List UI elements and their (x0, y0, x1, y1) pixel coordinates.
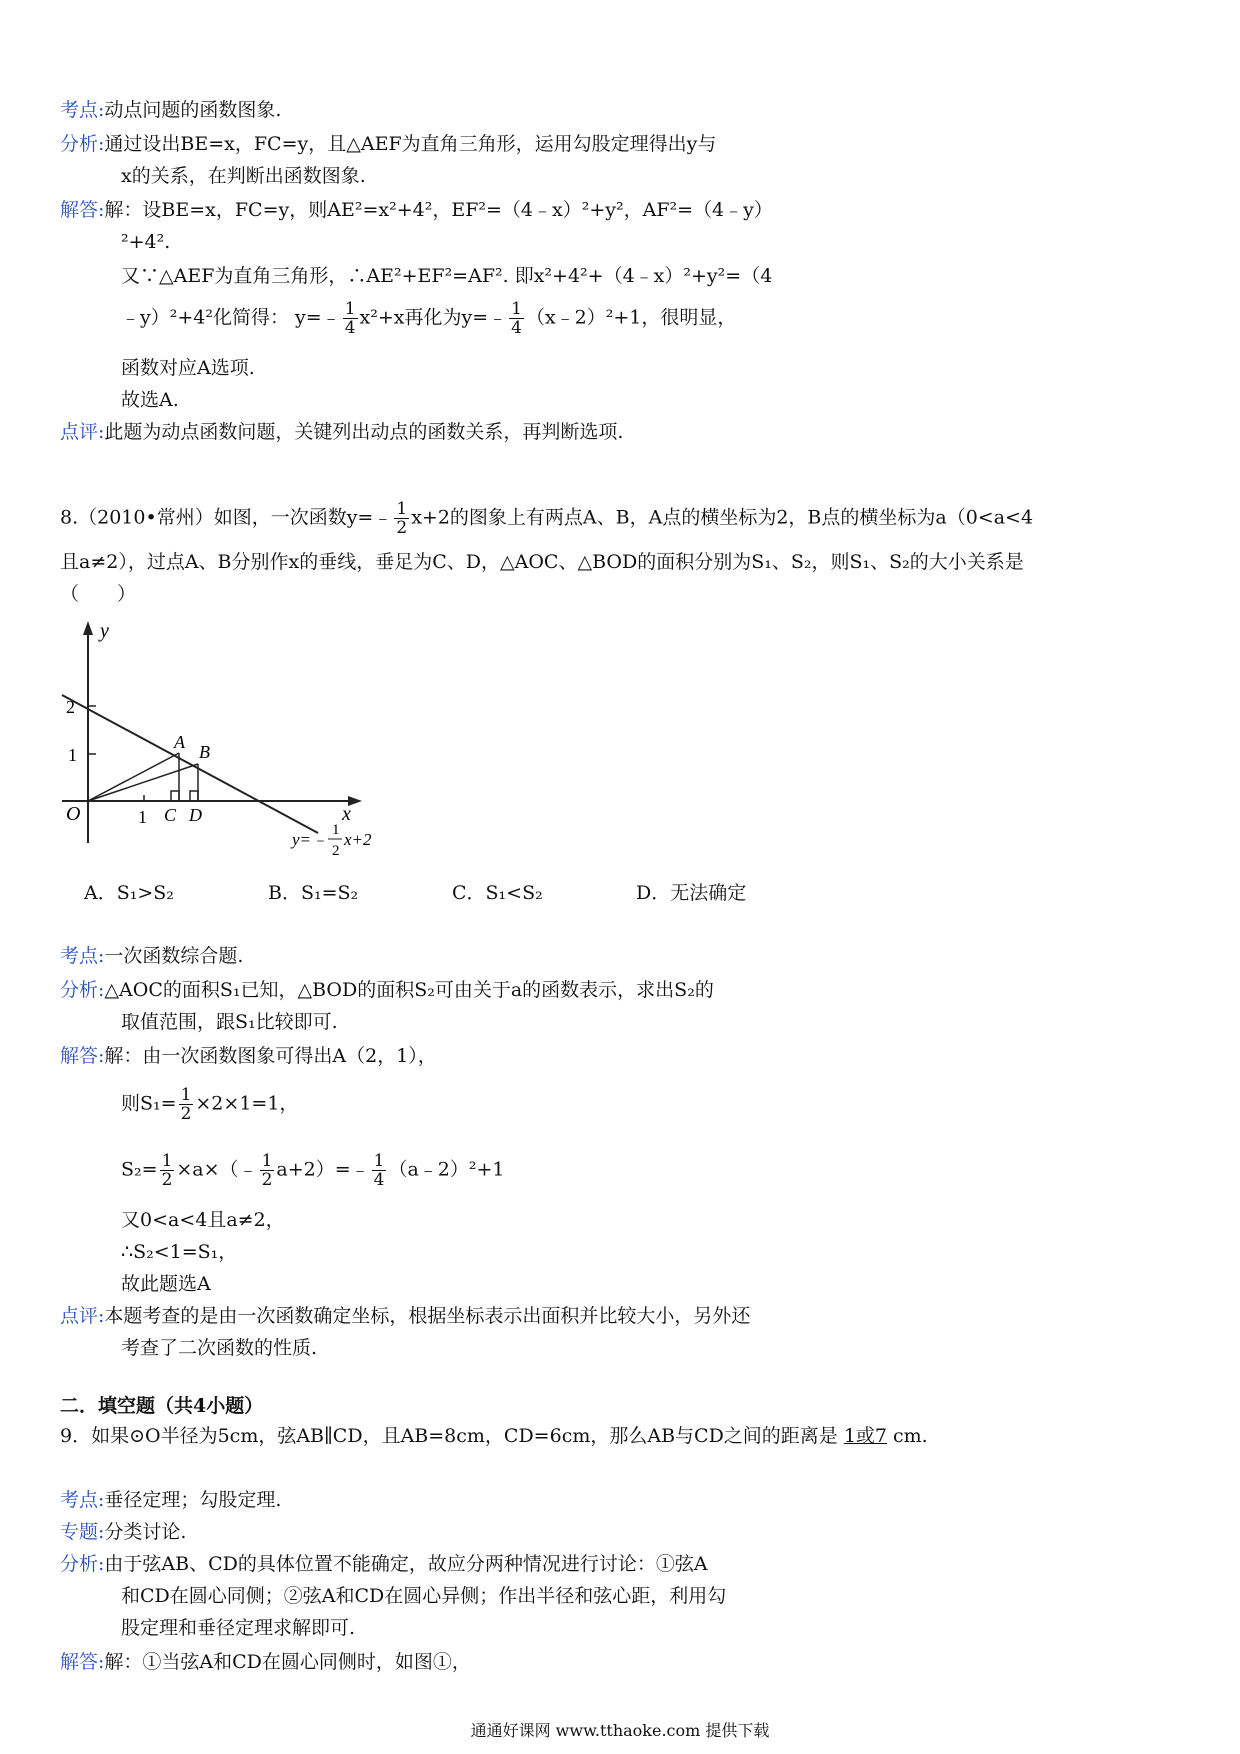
dianping-label: 点评: (60, 421, 105, 443)
option-a: A．S₁>S₂ (84, 882, 174, 904)
point-c-label: C (164, 805, 177, 825)
formula-text: ×a×（﹣ (176, 1158, 258, 1181)
tick-label-1y: 1 (68, 745, 77, 765)
q9-stem (60, 1422, 928, 1450)
denominator: 4 (511, 318, 522, 338)
jieda-label: 解答: (60, 199, 105, 221)
fraction (260, 1152, 275, 1189)
y-axis-arrow (83, 621, 93, 635)
numerator: 1 (511, 299, 522, 319)
jieda-label: 解答: (60, 1651, 105, 1673)
q7-fenxi-cont: x的关系，在判断出函数图象. (121, 165, 366, 187)
formula-text: （x﹣2）²+1，很明显， (525, 306, 737, 329)
q7-jieda-line4 (121, 300, 736, 337)
q7-fenxi (60, 130, 716, 158)
q8-stem-line1 (60, 500, 1033, 537)
formula-text: 则S₁= (121, 1092, 177, 1115)
formula-text: ×2×1=1， (195, 1092, 299, 1115)
equation-den: 2 (332, 843, 340, 859)
zhuanti-label: 专题: (60, 1521, 105, 1543)
q7-dianping (60, 418, 623, 446)
answer-blank: 1或7 (843, 1425, 887, 1447)
denominator: 2 (261, 1170, 273, 1190)
q9-fenxi-cont2: 股定理和垂径定理求解即可. (121, 1617, 356, 1639)
jieda-text: 解：设BE=x，FC=y，则AE²=x²+4²，EF²=（4﹣x）²+y²，AF²=（4﹣y） (104, 199, 773, 221)
q8-jieda-line4: 又0<a<4且a≠2， (121, 1209, 285, 1231)
q9-jieda (60, 1648, 471, 1676)
kaodian-label: 考点: (60, 99, 105, 121)
equation-left: y=﹣ (292, 830, 329, 849)
numerator: 1 (161, 1151, 173, 1171)
kaodian-label: 考点: (60, 1489, 105, 1511)
dianping-label: 点评: (60, 1305, 105, 1327)
point-b-label: B (199, 742, 210, 762)
denominator: 4 (373, 1170, 385, 1190)
q8-jieda-s2 (121, 1152, 505, 1189)
numerator: 1 (344, 299, 356, 319)
formula-text: y=﹣ (346, 506, 393, 529)
kaodian-text: 垂径定理；勾股定理. (104, 1489, 282, 1511)
q9-fenxi (60, 1550, 708, 1578)
fraction (343, 300, 358, 337)
formula-text: （a﹣2）²+1 (388, 1158, 505, 1181)
numerator: 1 (373, 1151, 385, 1171)
q8-fenxi (60, 976, 714, 1004)
equation-num: 1 (332, 822, 340, 838)
jieda-text: 解：由一次函数图象可得出A（2，1）， (104, 1045, 437, 1067)
q9-zhuanti (60, 1518, 186, 1546)
option-c: C．S₁<S₂ (452, 882, 543, 904)
stem-text: 9．如果⊙O半径为5cm，弦AB∥CD，且AB=8cm，CD=6cm，那么AB与CD之间的距离是 (60, 1425, 838, 1447)
q8-fenxi-cont: 取值范围，跟S₁比较即可. (121, 1011, 338, 1033)
fenxi-text: 由于弦AB、CD的具体位置不能确定，故应分两种情况进行讨论：①弦A (104, 1553, 708, 1575)
fraction (509, 300, 524, 337)
q7-jieda-line3: 又∵△AEF为直角三角形，∴AE²+EF²=AF². 即x²+4²+（4﹣x）²+y²=（4 (121, 265, 773, 287)
q9-kaodian (60, 1486, 281, 1514)
denominator: 2 (180, 1104, 192, 1124)
q8-stem-line3: （ ） (60, 583, 137, 605)
origin-label: O (66, 803, 81, 825)
section-title: 二．填空题（共4小题） (60, 1395, 264, 1417)
fraction (179, 1086, 194, 1123)
formula-text: a+2）=﹣ (276, 1158, 370, 1181)
right-angle-c (171, 791, 179, 801)
formula-text: y=﹣ (295, 306, 341, 329)
stem-text: cm. (893, 1425, 928, 1447)
option-d: D．无法确定 (636, 882, 747, 904)
fraction (372, 1152, 387, 1189)
equation-right: x+2 (344, 830, 372, 849)
q7-jieda-line6: 故选A. (121, 389, 179, 411)
jieda-text: 解：①当弦A和CD在圆心同侧时，如图①， (104, 1651, 471, 1673)
q8-dianping-cont: 考查了二次函数的性质. (121, 1337, 318, 1359)
tick-label-1x: 1 (138, 807, 147, 827)
stem-text: x+2的图象上有两点A、B，A点的横坐标为2，B点的横坐标为a（0<a<4 (411, 506, 1034, 529)
zhuanti-text: 分类讨论. (104, 1521, 187, 1543)
q9-fenxi-cont1: 和CD在圆心同侧；②弦A和CD在圆心异侧；作出半径和弦心距，利用勾 (121, 1585, 727, 1607)
q8-jieda-line5: ∴S₂<1=S₁， (121, 1241, 238, 1263)
tick-label-2: 2 (66, 697, 75, 717)
q8-dianping (60, 1302, 750, 1330)
q7-jieda (60, 196, 773, 224)
q8-stem-line2: 且a≠2），过点A、B分别作x的垂线，垂足为C、D，△AOC、△BOD的面积分别为S₁、S₂，则S₁、S₂的大小关系是 (60, 551, 1024, 573)
stem-text: 8.（2010•常州）如图，一次函数 (60, 506, 347, 529)
fenxi-label: 分析: (60, 979, 105, 1001)
fraction (394, 500, 409, 537)
segment-oa (88, 753, 179, 801)
kaodian-text: 一次函数综合题. (104, 945, 244, 967)
q8-jieda-line6: 故此题选A (121, 1273, 211, 1295)
y-label: y (100, 620, 109, 642)
fraction (160, 1152, 175, 1189)
fenxi-text: △AOC的面积S₁已知，△BOD的面积S₂可由关于a的函数表示，求出S₂的 (104, 979, 714, 1001)
denominator: 4 (344, 318, 356, 338)
denominator: 2 (161, 1170, 173, 1190)
page-footer: 通通好课网 www.tthaoke.com 提供下载 (470, 1721, 770, 1740)
fenxi-label: 分析: (60, 1553, 105, 1575)
q7-kaodian (60, 96, 281, 124)
q8-kaodian (60, 942, 243, 970)
point-d-label: D (189, 805, 202, 825)
kaodian-label: 考点: (60, 945, 105, 967)
fenxi-label: 分析: (60, 133, 105, 155)
q8-jieda-s1 (121, 1086, 298, 1123)
formula-text: S₂= (121, 1158, 158, 1181)
q8-jieda (60, 1042, 437, 1070)
dianping-text: 本题考查的是由一次函数确定坐标，根据坐标表示出面积并比较大小，另外还 (104, 1305, 751, 1327)
fenxi-text: 通过设出BE=x，FC=y，且△AEF为直角三角形，运用勾股定理得出y与 (104, 133, 717, 155)
numerator: 1 (396, 499, 408, 519)
jieda-text: ﹣y）²+4²化简得： (121, 306, 289, 329)
denominator: 2 (396, 518, 408, 538)
numerator: 1 (180, 1085, 192, 1105)
x-label: x (342, 803, 351, 825)
point-a-label: A (174, 732, 185, 752)
function-graph (56, 615, 396, 865)
right-angle-d (190, 791, 198, 801)
numerator: 1 (261, 1151, 273, 1171)
segment-ob (88, 764, 198, 801)
q7-jieda-line5: 函数对应A选项. (121, 357, 255, 379)
kaodian-text: 动点问题的函数图象. (104, 99, 282, 121)
q7-jieda-line2: ²+4². (121, 231, 171, 253)
dianping-text: 此题为动点函数问题，关键列出动点的函数关系，再判断选项. (104, 421, 624, 443)
jieda-label: 解答: (60, 1045, 105, 1067)
option-b: B．S₁=S₂ (268, 882, 359, 904)
formula-text: x²+x再化为y=﹣ (359, 306, 508, 329)
